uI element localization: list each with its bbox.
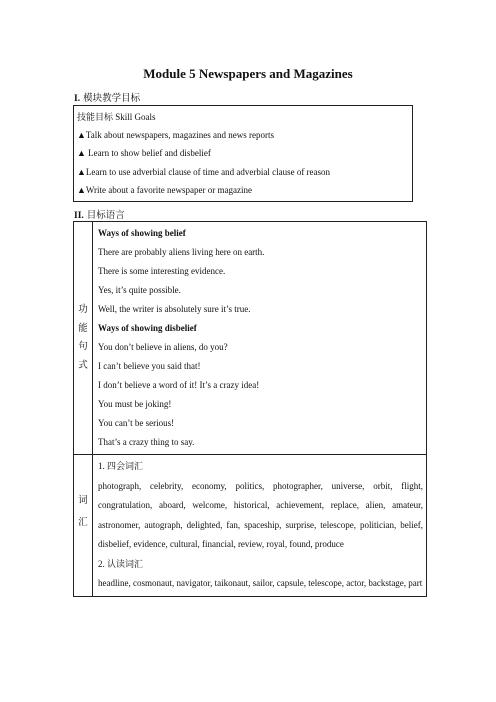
skill-goals-cell <box>74 106 413 202</box>
label-char: 能 <box>78 323 88 334</box>
functions-content <box>93 222 427 455</box>
label-char: 功 <box>78 305 88 315</box>
label-char: 式 <box>78 360 88 371</box>
vocab-words: headline, cosmonaut, navigator, taikonaut, sailor, capsule, telescope, actor, backstage, part <box>98 578 423 588</box>
function-line: Ways of showing belief <box>98 228 186 238</box>
goal-line: ▲ Learn to show belief and disbelief <box>77 148 211 159</box>
label-char: 汇 <box>78 517 88 528</box>
section-heading-goals <box>74 90 140 104</box>
function-line: You can’t be serious! <box>98 418 175 428</box>
function-line: You must be joking! <box>98 399 172 409</box>
section-heading-language <box>74 207 125 221</box>
function-line: That’s a crazy thing to say. <box>98 437 195 447</box>
goal-line: 技能目标 Skill Goals <box>77 112 156 122</box>
section-number: II. <box>74 211 84 221</box>
functions-row <box>74 222 427 455</box>
function-line: Yes, it’s quite possible. <box>98 285 181 295</box>
function-line: I can’t believe you said that! <box>98 361 201 371</box>
target-language-table <box>73 221 427 597</box>
function-line: I don’t believe a word of it! It’s a crazy idea! <box>98 380 260 390</box>
vocabulary-content <box>93 455 427 597</box>
vocab-heading: 2. 认读词汇 <box>98 558 144 569</box>
vocabulary-row <box>74 455 427 597</box>
label-char: 词 <box>78 495 88 506</box>
functions-label <box>74 222 93 455</box>
skill-goals-table <box>73 105 413 202</box>
vocabulary-label <box>74 455 93 597</box>
function-line: There is some interesting evidence. <box>98 266 226 276</box>
goal-line: ▲Write about a favorite newspaper or magazine <box>77 184 252 195</box>
section-label: 模块教学目标 <box>83 94 141 104</box>
function-line: There are probably aliens living here on earth. <box>98 247 265 257</box>
goal-line: ▲Talk about newspapers, magazines and news reports <box>77 130 274 141</box>
section-label: 目标语言 <box>86 211 125 221</box>
function-line: Well, the writer is absolutely sure it’s true. <box>98 304 251 314</box>
function-line: You don’t believe in aliens, do you? <box>98 342 228 352</box>
section-number: I. <box>74 94 81 104</box>
label-char: 句 <box>78 342 88 352</box>
goal-line: ▲Learn to use adverbial clause of time and adverbial clause of reason <box>77 166 331 177</box>
function-line: Ways of showing disbelief <box>98 323 197 333</box>
vocab-heading: 1. 四会词汇 <box>98 461 144 471</box>
document-title: Module 5 Newspapers and Magazines <box>143 66 353 81</box>
vocab-words: photograph, celebrity, economy, politics, photographer, universe, orbit, flight, congratulation, aboard, welcome, historical, achievement, replace, alien, amateur, astronomer, autograph, delighted, fan, spaceship, surprise, telescope, politician, belief, disbelief, evidence, cultural, financial, review, royal, found, produce <box>98 480 423 549</box>
